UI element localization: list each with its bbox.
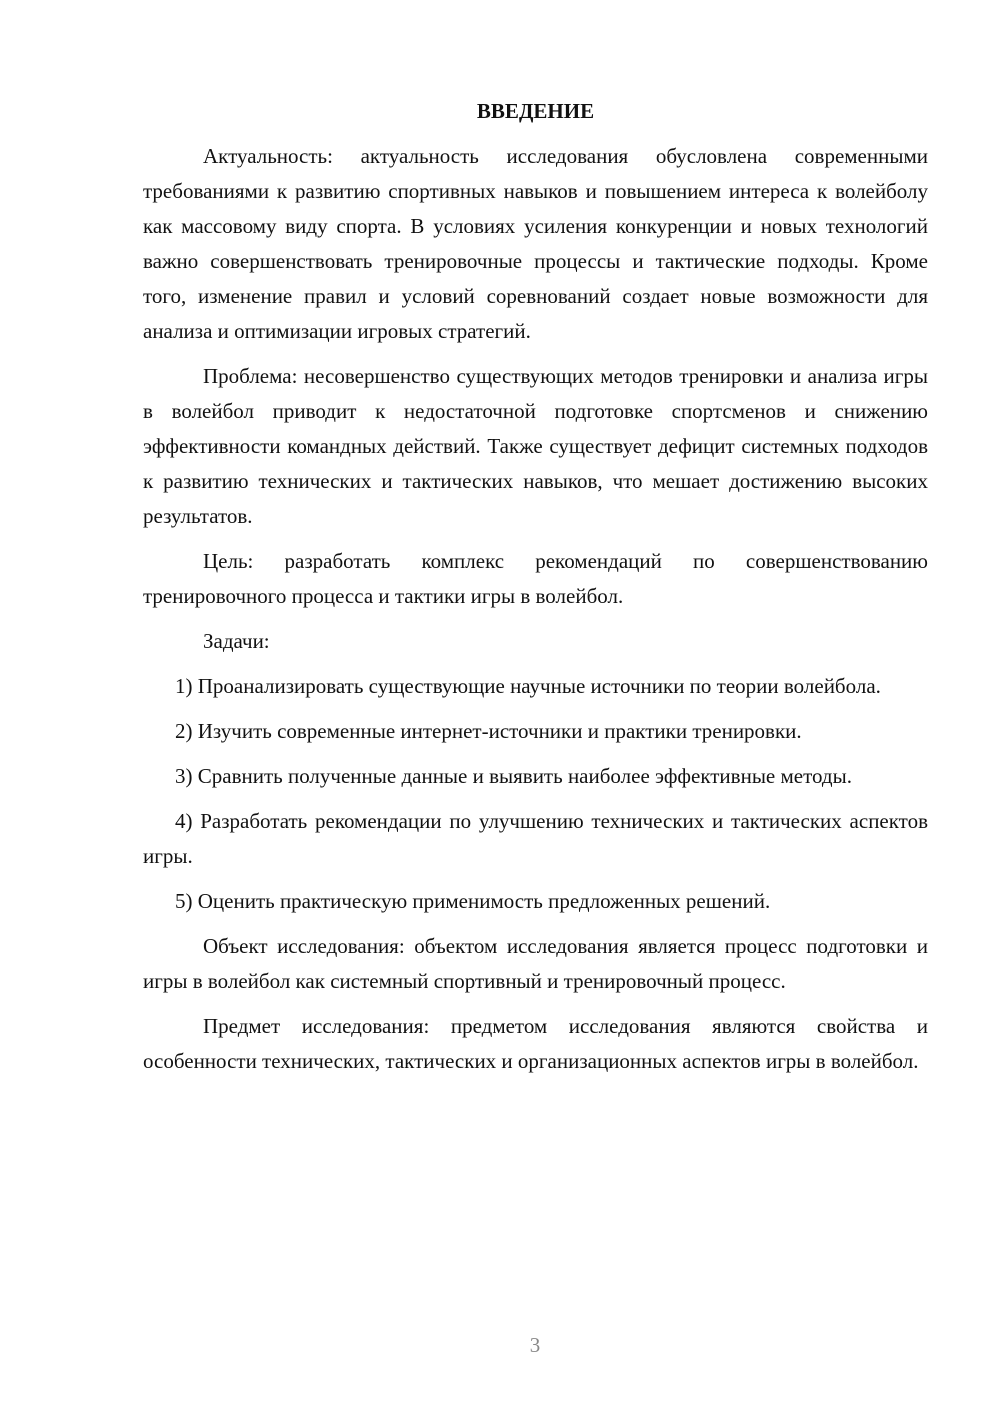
- paragraph-object: Объект исследования: объектом исследования является процесс подготовки и игры в волейбол как системный спортивный и тренировочный процесс.: [143, 934, 928, 993]
- task-item-5: 5) Оценить практическую применимость предложенных решений.: [175, 889, 771, 913]
- section-heading: ВВЕДЕНИЕ: [476, 99, 595, 123]
- paragraph-tasks-label: Задачи:: [203, 629, 270, 653]
- document-page: [143, 94, 928, 1089]
- task-item-2: 2) Изучить современные интернет-источники и практики тренировки.: [175, 719, 802, 743]
- page-number: 3: [529, 1333, 541, 1357]
- task-item-4: 4) Разработать рекомендации по улучшению технических и тактических аспектов игры.: [143, 809, 928, 868]
- paragraph-goal: Цель: разработать комплекс рекомендаций по совершенствованию тренировочного процесса и тактики игры в волейбол.: [143, 549, 928, 608]
- paragraph-relevance: Актуальность: актуальность исследования обусловлена современными требованиями к развитию спортивных навыков и повышением интереса к волейболу как массовому виду спорта. В условиях усиления конкуренции и новых технологий важно совершенствовать тренировочные процессы и тактические подходы. Кроме того, изменение правил и условий соревнований создает новые возможности для анализа и оптимизации игровых стратегий.: [143, 144, 928, 343]
- paragraph-problem: Проблема: несовершенство существующих методов тренировки и анализа игры в волейбол приводит к недостаточной подготовке спортсменов и снижению эффективности командных действий. Также существует дефицит системных подходов к развитию технических и тактических навыков, что мешает достижению высоких результатов.: [143, 364, 928, 528]
- paragraph-subject: Предмет исследования: предметом исследования являются свойства и особенности технических, тактических и организационных аспектов игры в волейбол.: [143, 1014, 928, 1073]
- task-item-3: 3) Сравнить полученные данные и выявить наиболее эффективные методы.: [175, 764, 852, 788]
- task-item-1: 1) Проанализировать существующие научные источники по теории волейбола.: [175, 674, 881, 698]
